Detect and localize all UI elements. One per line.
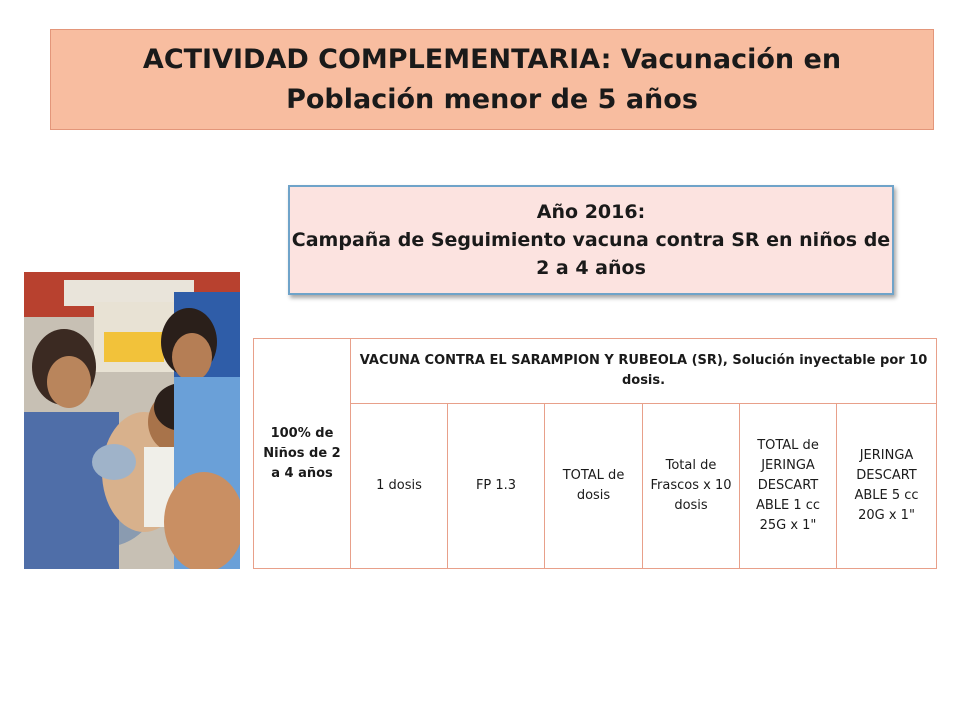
column-header-total-vials: Total de Frascos x 10 dosis — [643, 404, 740, 569]
callout-campaign: Campaña de Seguimiento vacuna contra SR en niños de 2 a 4 años — [291, 229, 891, 279]
table-row — [254, 404, 937, 569]
callout-year: Año 2016: — [536, 201, 646, 223]
campaign-callout — [288, 185, 894, 295]
title-banner — [50, 29, 934, 130]
column-header-dose: 1 dosis — [351, 404, 448, 569]
vaccine-header-cell: VACUNA CONTRA EL SARAMPION Y RUBEOLA (SR), Solución inyectable por 10 dosis. — [351, 339, 937, 404]
column-header-syringe-5cc: JERINGA DESCART ABLE 5 cc 20G x 1" — [837, 404, 937, 569]
slide-title: ACTIVIDAD COMPLEMENTARIA: Vacunación en Población menor de 5 años — [142, 43, 842, 115]
row-header-cell: 100% de Niños de 2 a 4 años — [254, 339, 351, 569]
table-row — [254, 339, 937, 404]
column-header-total-doses: TOTAL de dosis — [545, 404, 643, 569]
vaccine-table — [253, 338, 937, 569]
column-header-fp: FP 1.3 — [448, 404, 545, 569]
column-header-syringe-1cc: TOTAL de JERINGA DESCART ABLE 1 cc 25G x 1" — [740, 404, 837, 569]
vaccination-photo — [24, 272, 240, 569]
